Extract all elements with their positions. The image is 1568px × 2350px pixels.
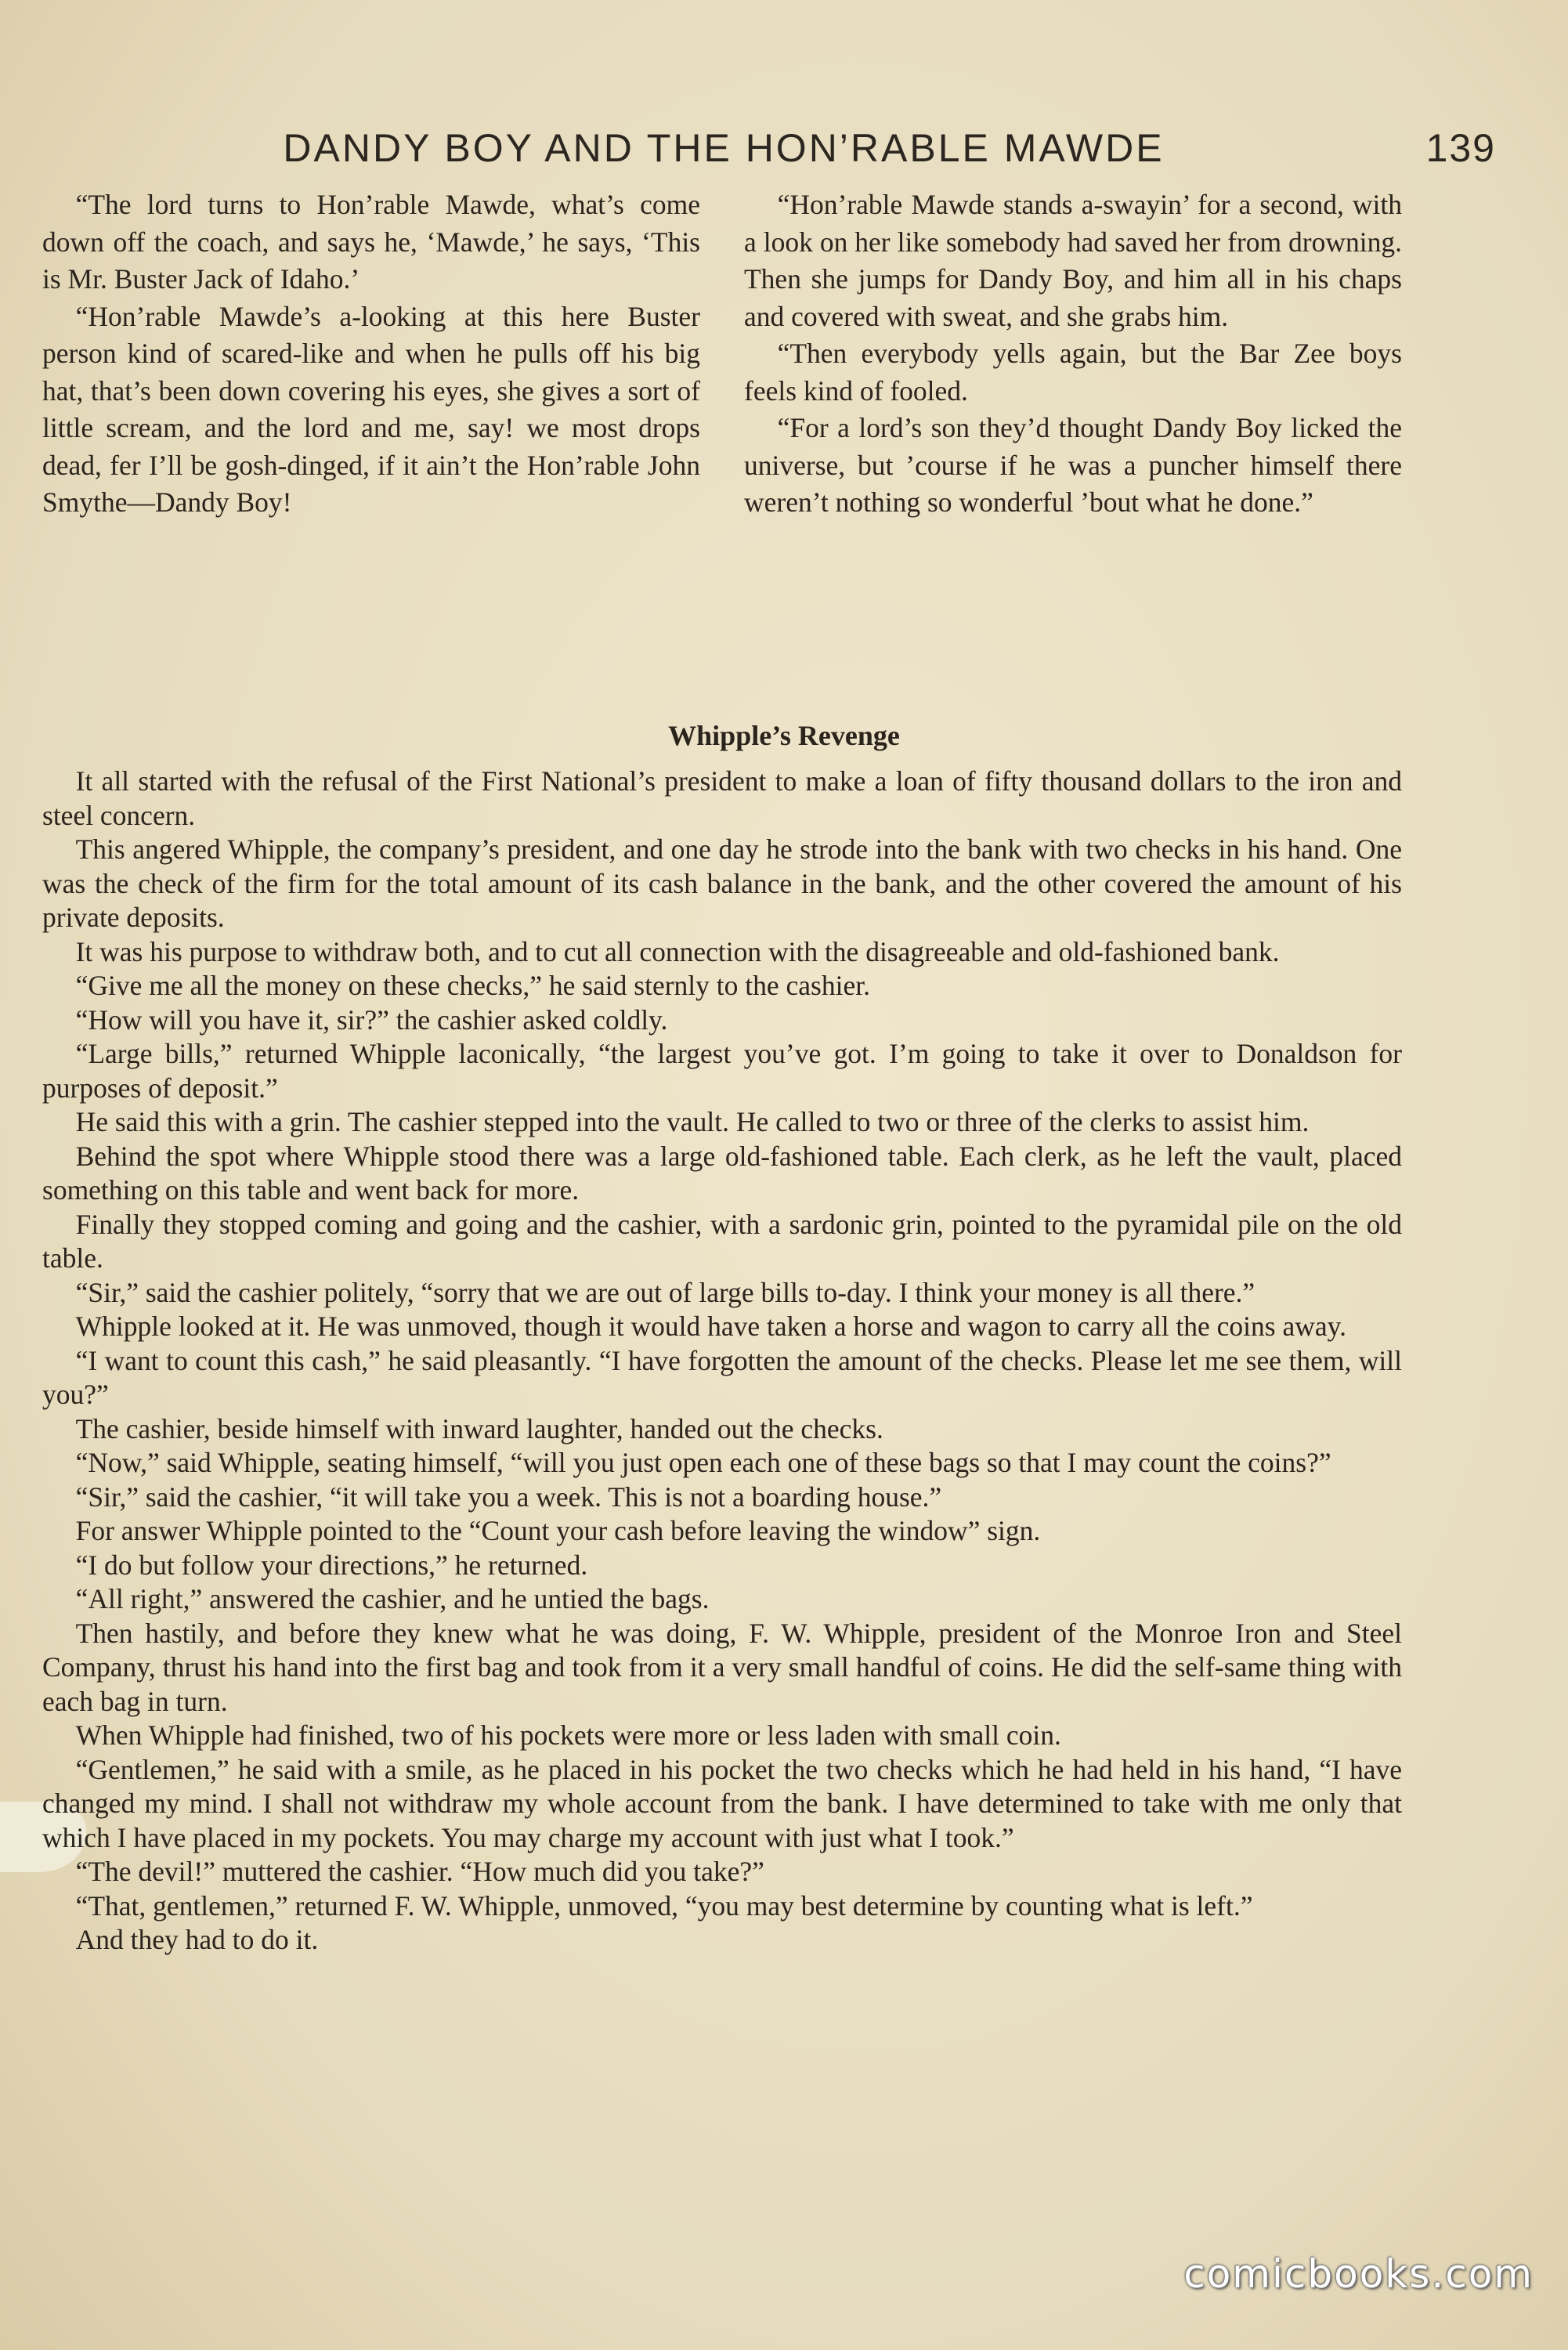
paragraph: “Sir,” said the cashier, “it will take you a week. This is not a boarding house.” (75, 1480, 942, 1513)
story-body (42, 765, 1402, 1958)
paragraph: He said this with a grin. The cashier stepped into the vault. He called to two or three of the clerks to assist him. (75, 1106, 1310, 1137)
paragraph: When Whipple had finished, two of his pockets were more or less laden with small coin. (75, 1719, 1061, 1751)
paragraph: And they had to do it. (75, 1924, 319, 1955)
paragraph: “The lord turns to Hon’rable Mawde, what’s come down off the coach, and says he, ‘Mawde,’ he says, ‘This is Mr. Buster Jack of Idaho.’ (42, 189, 700, 295)
story-title: Whipple’s Revenge (668, 720, 900, 751)
paragraph: “How will you have it, sir?” the cashier asked coldly. (75, 1003, 668, 1036)
paragraph: “Now,” said Whipple, seating himself, “will you just open each one of these bags so that I may count the coins?” (75, 1447, 1331, 1478)
paragraph: “Sir,” said the cashier politely, “sorry that we are out of large bills to-day. I think your money is all there.” (75, 1276, 1255, 1308)
paragraph: “Then everybody yells again, but the Bar Zee boys feels kind of fooled. (744, 338, 1402, 407)
paragraph: “I want to count this cash,” he said pleasantly. “I have forgotten the amount of the checks. Please let me see them, will you?” (42, 1344, 1402, 1410)
left-column (42, 186, 700, 522)
running-header: DANDY BOY AND THE HON’RABLE MAWDE (283, 126, 1165, 170)
paragraph: “I do but follow your directions,” he returned. (75, 1549, 588, 1581)
paragraph: “The devil!” muttered the cashier. “How much did you take?” (75, 1856, 764, 1887)
paragraph: “For a lord’s son they’d thought Dandy Boy licked the universe, but ’course if he was a puncher himself there weren’t nothing so wonderful ’bout what he done.” (744, 412, 1402, 518)
paragraph: “All right,” answered the cashier, and he untied the bags. (75, 1583, 710, 1614)
paragraph: “Hon’rable Mawde’s a-looking at this here Buster person kind of scared-like and when he pulls off his big hat, that’s been down covering his eyes, she gives a sort of little scream, and the lord and me, say! we most drops dead, fer I’ll be gosh-dinged, if it ain’t the Hon’rable John Smythe—Dandy Boy! (42, 300, 700, 518)
paragraph: “Gentlemen,” he said with a smile, as he placed in his pocket the two checks which he had held in his hand, “I have changed my mind. I shall not withdraw my whole account from the bank. I have determined to take with me only that which I have placed in my pockets. You may charge my account with just what I took.” (42, 1753, 1402, 1853)
site-watermark: comicbooks.com (1183, 2251, 1534, 2297)
paragraph: It all started with the refusal of the First National’s president to make a loan of fifty thousand dollars to the iron and steel concern. (42, 765, 1402, 831)
page-number: 139 (1425, 126, 1496, 170)
right-column (744, 186, 1402, 522)
paragraph: “Give me all the money on these checks,” he said sternly to the cashier. (75, 970, 870, 1001)
paragraph: “That, gentlemen,” returned F. W. Whipple, unmoved, “you may best determine by counting what is left.” (75, 1889, 1253, 1922)
paragraph: It was his purpose to withdraw both, and to cut all connection with the disagreeable and old-fashioned bank. (75, 935, 1280, 967)
paragraph: Whipple looked at it. He was unmoved, though it would have taken a horse and wagon to carry all the coins away. (75, 1311, 1346, 1342)
paragraph: This angered Whipple, the company’s president, and one day he strode into the bank with two checks in his hand. One was the check of the firm for the total amount of its cash balance in the bank, and the other covered the amount of his private deposits. (42, 833, 1402, 933)
paragraph: The cashier, beside himself with inward laughter, handed out the checks. (75, 1412, 883, 1444)
paragraph: For answer Whipple pointed to the “Count your cash before leaving the window” sign. (75, 1515, 1041, 1546)
paragraph: Then hastily, and before they knew what he was doing, F. W. Whipple, president of the Monroe Iron and Steel Company, thrust his hand into the first bag and took from it a very small handful of coins. He did the self-same thing with each bag in turn. (42, 1617, 1402, 1717)
paragraph: “Large bills,” returned Whipple laconically, “the largest you’ve got. I’m going to take it over to Donaldson for purposes of deposit.” (42, 1038, 1402, 1104)
paragraph: “Hon’rable Mawde stands a-swayin’ for a second, with a look on her like somebody had saved her from drowning. Then she jumps for Dandy Boy, and him all in his chaps and covered with sweat, and she grabs him. (744, 189, 1402, 332)
paragraph: Finally they stopped coming and going and the cashier, with a sardonic grin, pointed to the pyramidal pile on the old table. (42, 1208, 1402, 1274)
paragraph: Behind the spot where Whipple stood there was a large old-fashioned table. Each clerk, as he left the vault, placed something on this table and went back for more. (42, 1140, 1402, 1206)
